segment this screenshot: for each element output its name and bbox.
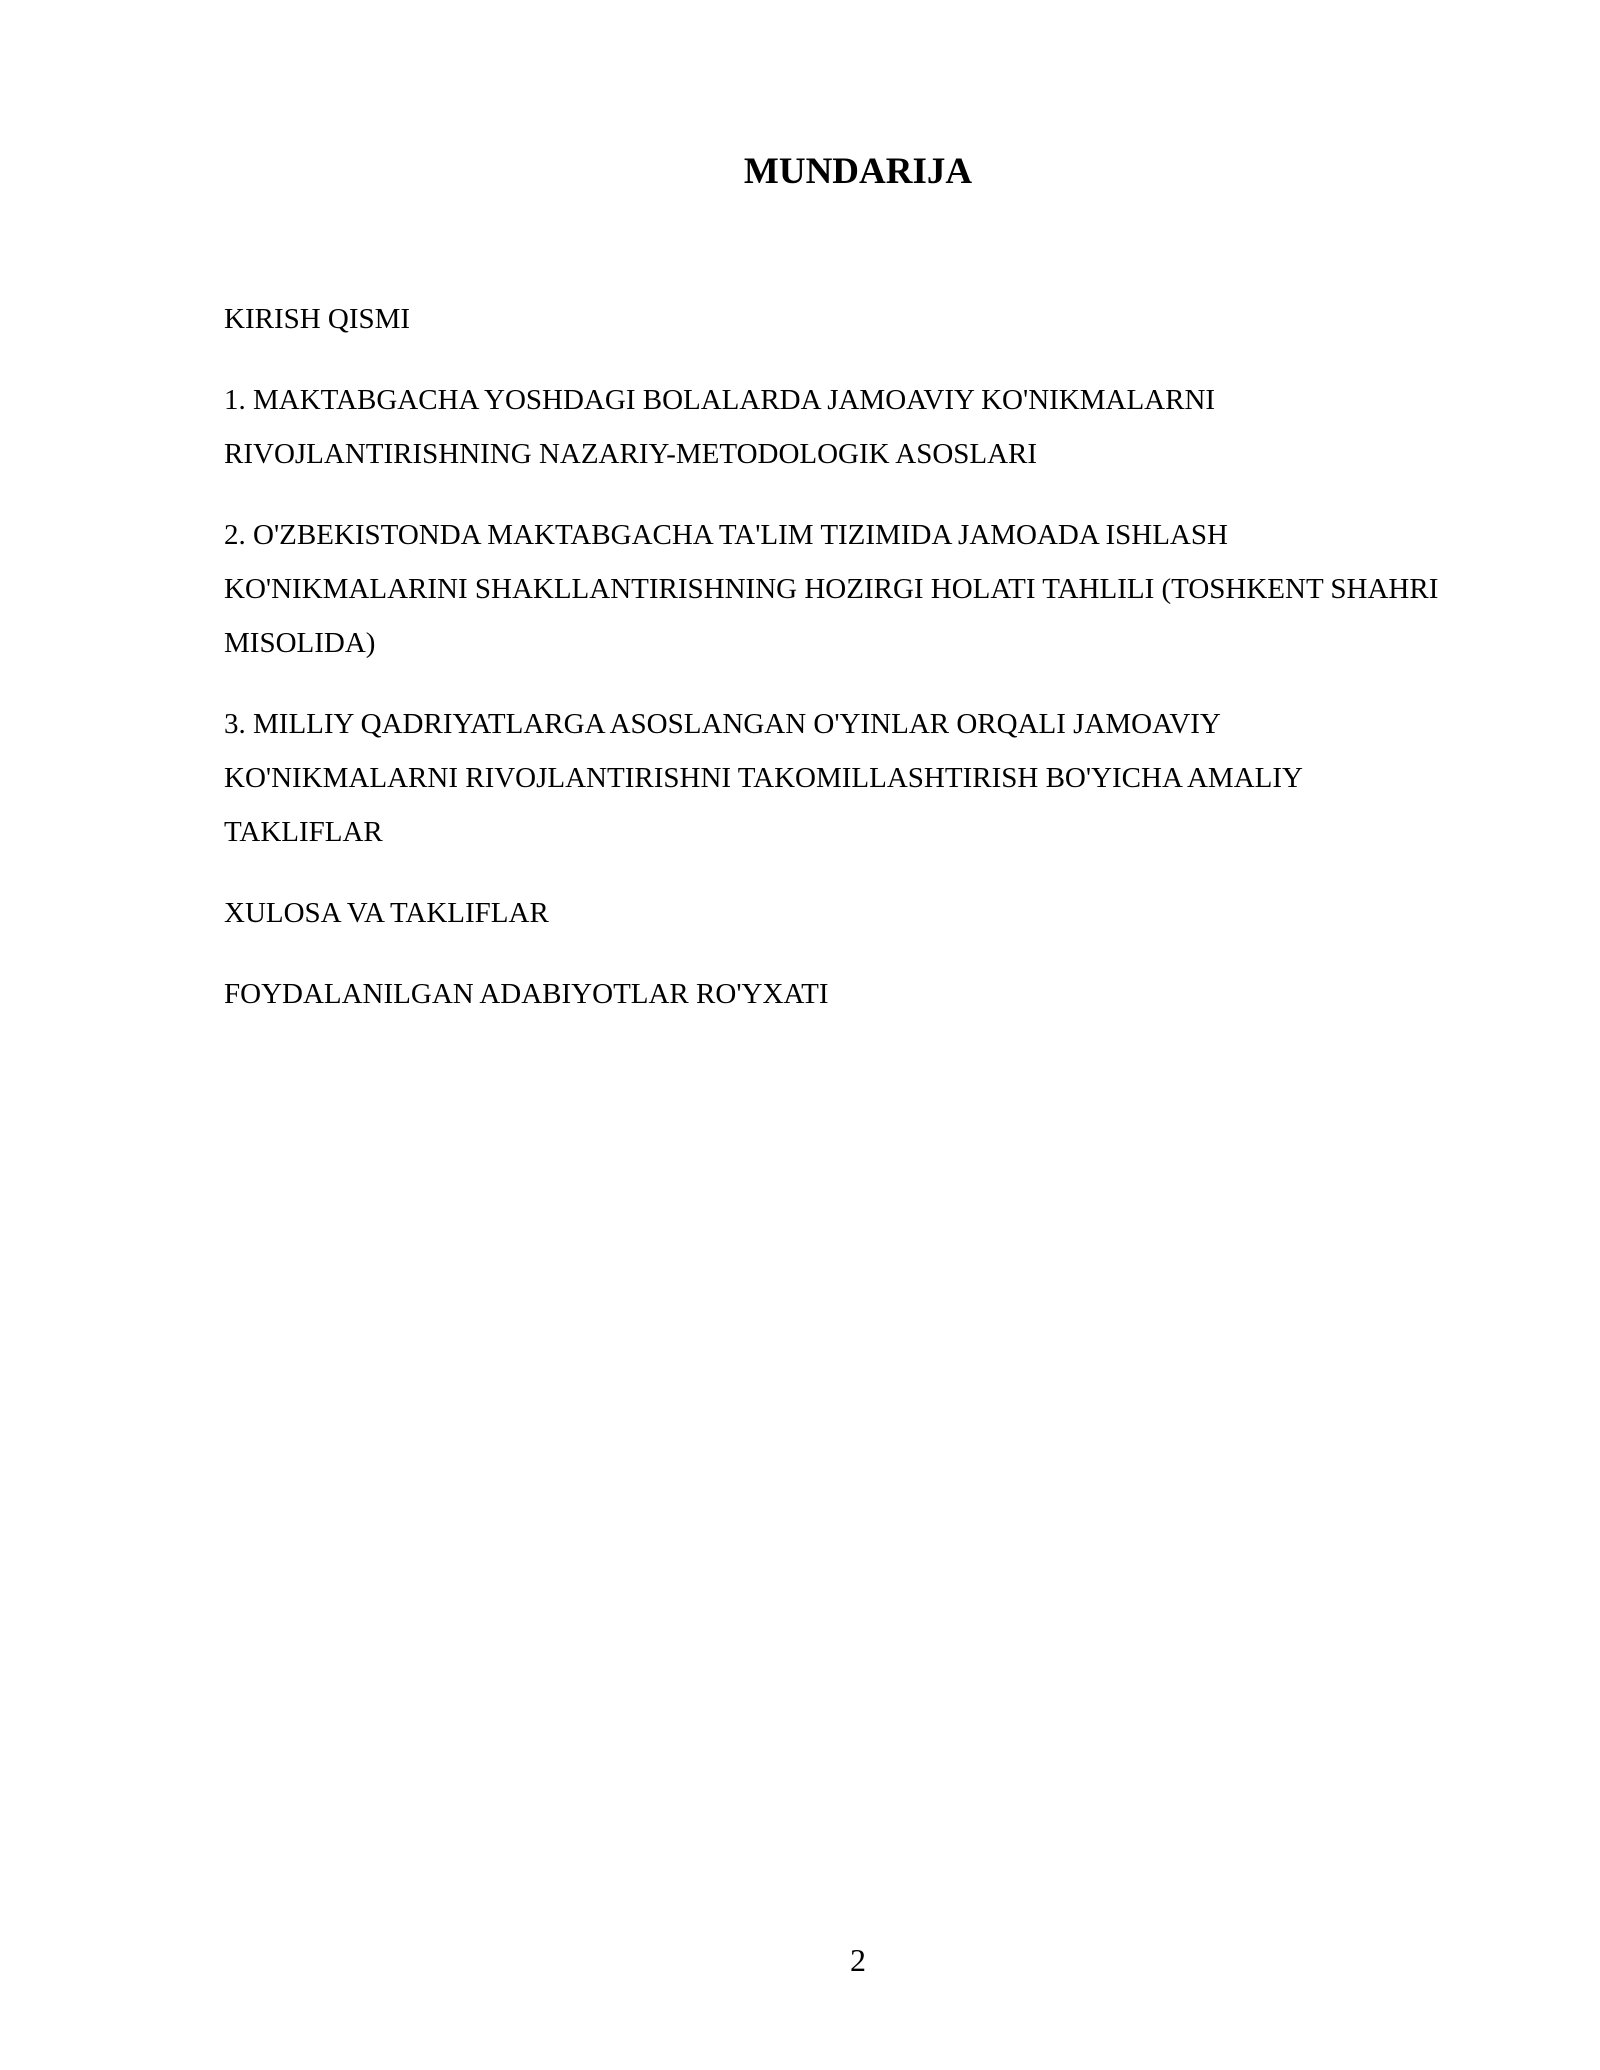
table-of-contents bbox=[224, 292, 1444, 1048]
page-title: MUNDARIJA bbox=[743, 151, 973, 192]
page-number: 2 bbox=[850, 1942, 866, 1978]
toc-item-conclusion: XULOSA VA TAKLIFLAR bbox=[224, 897, 549, 929]
toc-item-references: FOYDALANILGAN ADABIYOTLAR RO'YXATI bbox=[224, 978, 829, 1010]
toc-item-introduction: KIRISH QISMI bbox=[224, 303, 411, 335]
toc-item-chapter-2: 2. O'ZBEKISTONDA MAKTABGACHA TA'LIM TIZIMIDA JAMOADA ISHLASH KO'NIKMALARINI SHAKLLANTIRISHNING HOZIRGI HOLATI TAHLILI (TOSHKENT SHAHRI MISOLIDA) bbox=[224, 519, 1439, 659]
toc-item-chapter-3: 3. MILLIY QADRIYATLARGA ASOSLANGAN O'YINLAR ORQALI JAMOAVIY KO'NIKMALARNI RIVOJLANTIRISHNI TAKOMILLASHTIRISH BO'YICHA AMALIY TAKLIFLAR bbox=[224, 708, 1302, 848]
toc-item-chapter-1: 1. MAKTABGACHA YOSHDAGI BOLALARDA JAMOAVIY KO'NIKMALARNI RIVOJLANTIRISHNING NAZARIY-METODOLOGIK ASOSLARI bbox=[224, 384, 1216, 470]
